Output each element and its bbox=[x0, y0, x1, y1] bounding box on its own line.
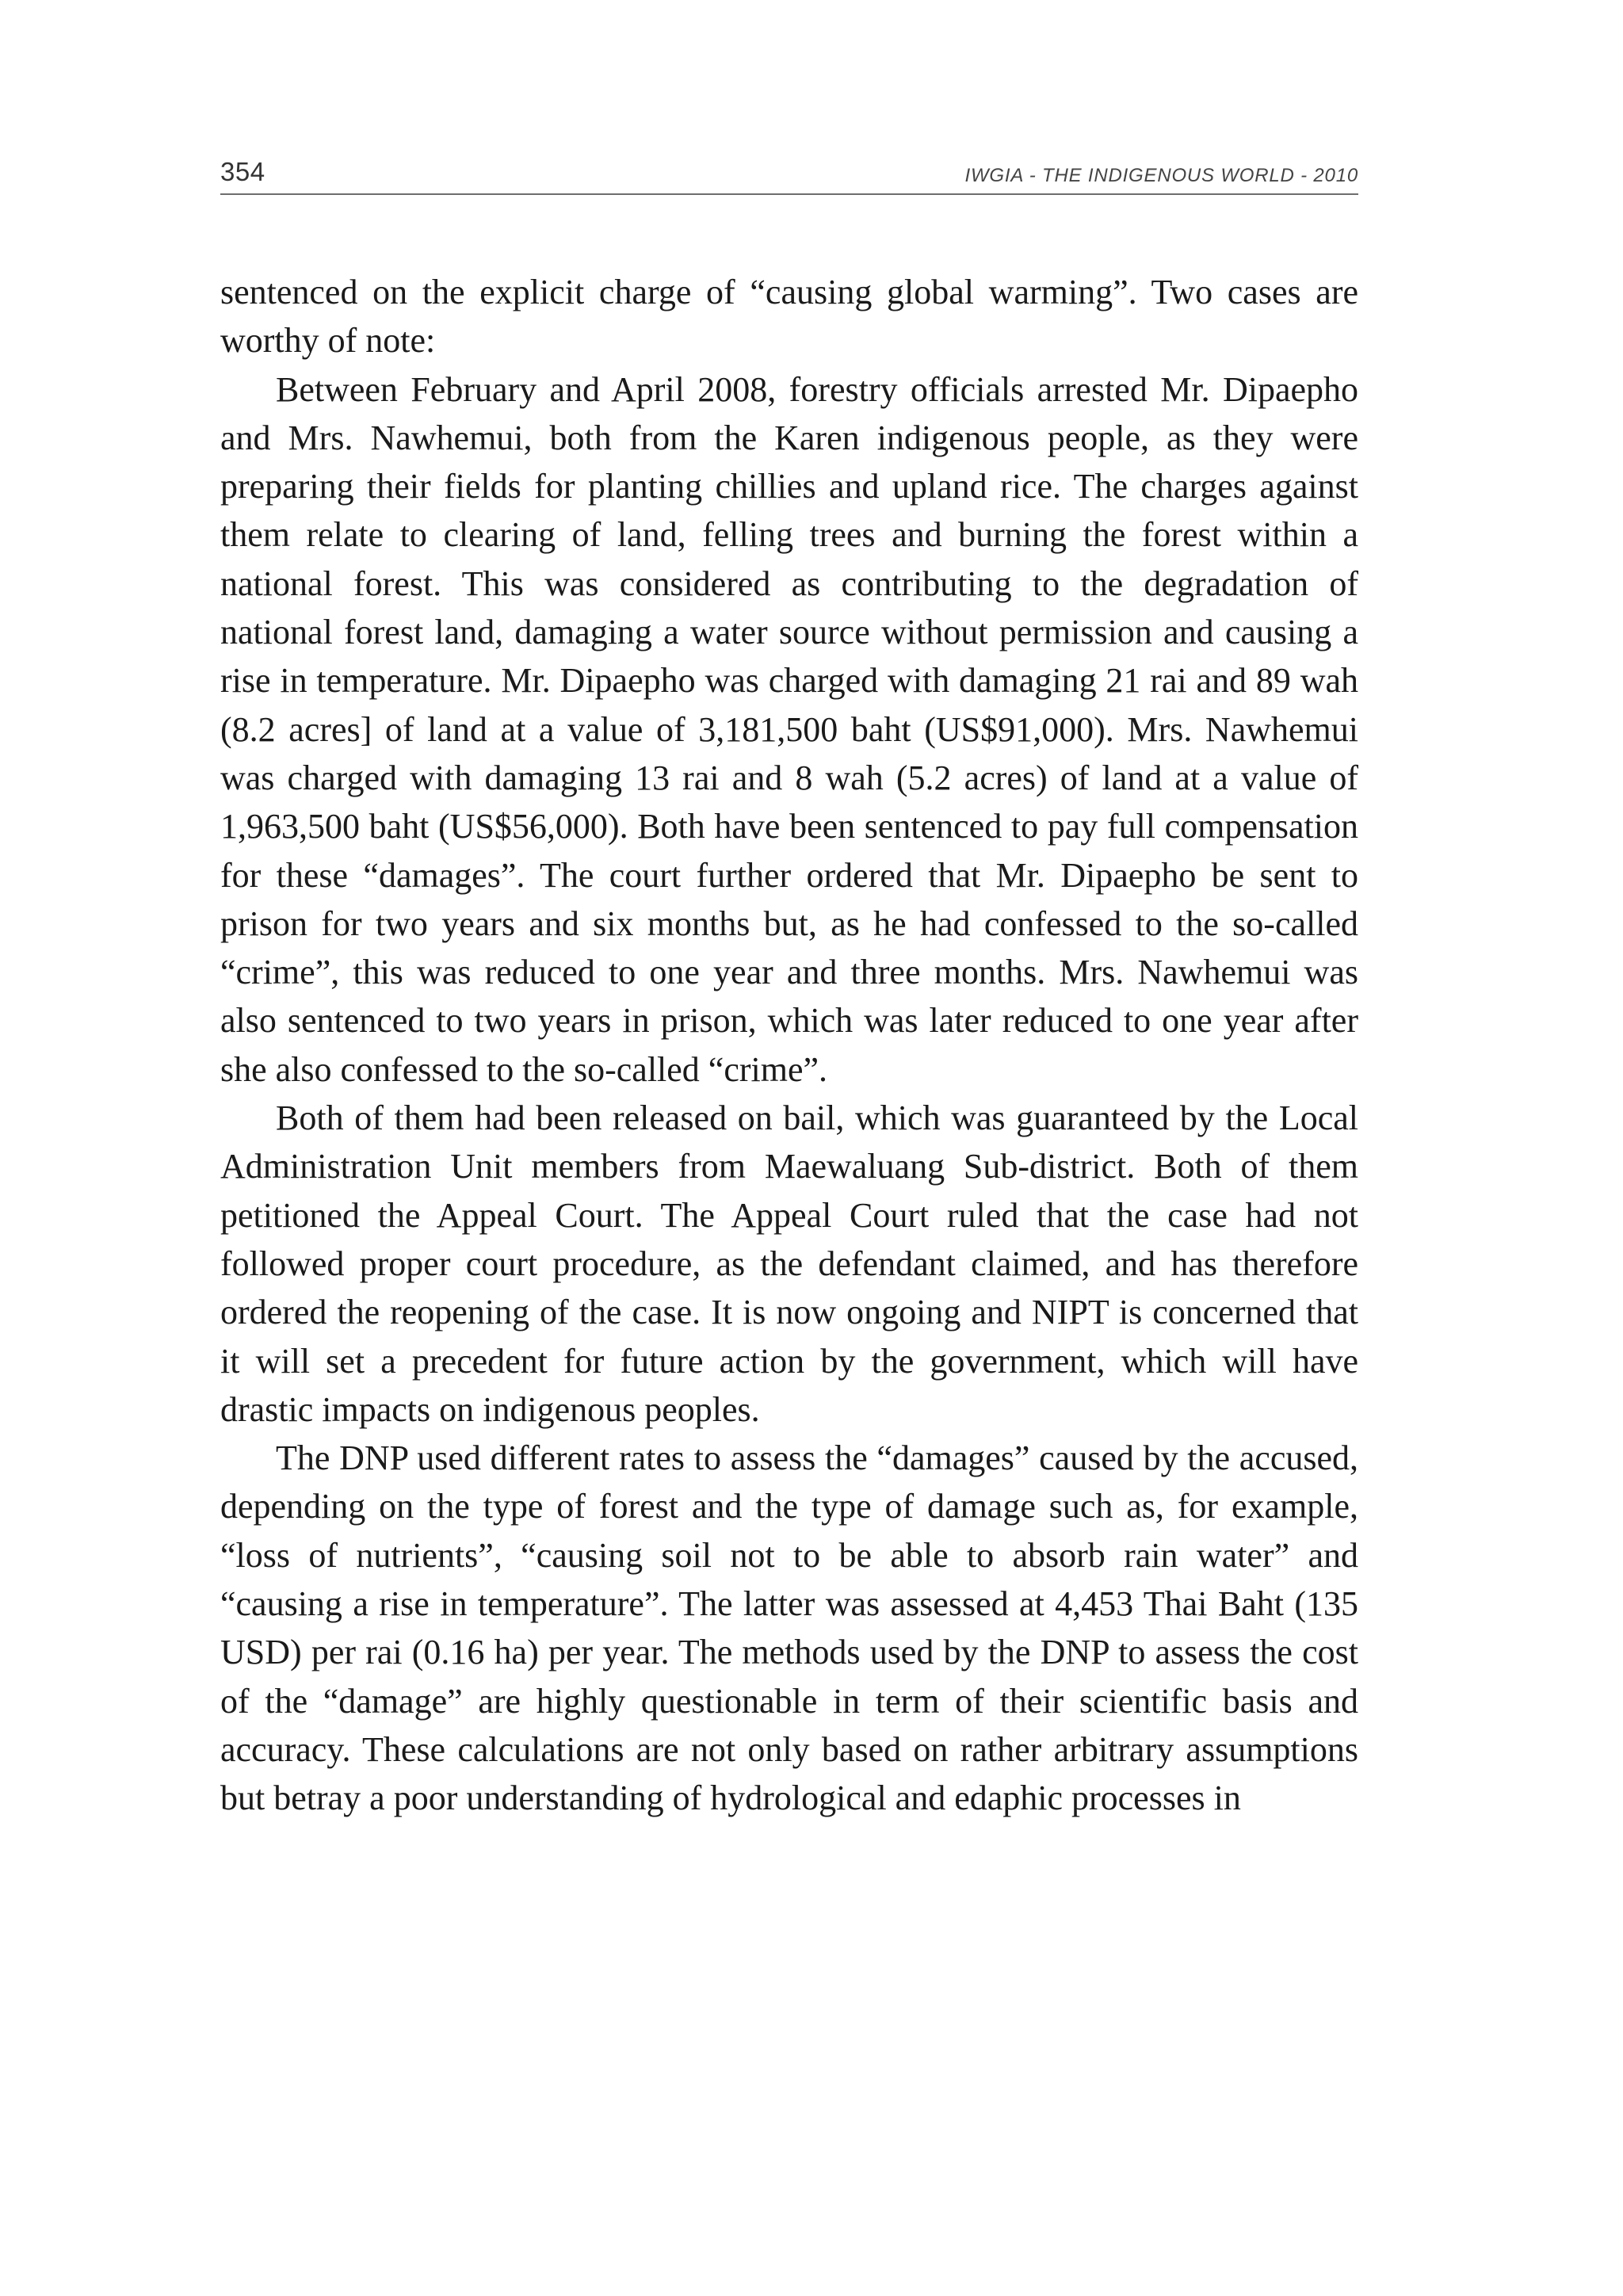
page-header bbox=[220, 155, 1358, 195]
paragraph-dnp-rates: The DNP used different rates to assess the “damages” caused by the accused, depending on the type of forest and the type of damage such as, for example, “loss of nutrients”, “causing soil not to be able to absorb rain water” and “causing a rise in temperature”. The latter was assessed at 4,453 Thai Baht (135 USD) per rai (0.16 ha) per year. The methods used by the DNP to assess the cost of the “damage” are highly questionable in term of their scientific basis and accuracy. These calculations are not only based on rather arbitrary assumptions but betray a poor understanding of hydrological and edaphic processes in bbox=[220, 1438, 1358, 1818]
paragraph-appeal: Both of them had been released on bail, which was guaranteed by the Local Administration Unit members from Maewaluang Sub-district. Both of them petitioned the Appeal Court. The Appeal Court ruled that the case had not followed proper court procedure, as the defendant claimed, and has therefore ordered the reopening of the case. It is now ongoing and NIPT is concerned that it will set a precedent for future action by the government, which will have drastic impacts on indigenous peoples. bbox=[220, 1098, 1358, 1429]
paragraph-continuation: sentenced on the explicit charge of “causing global warming”. Two cases are worthy of note: bbox=[220, 273, 1358, 361]
page-number: 354 bbox=[220, 157, 265, 186]
body-text bbox=[220, 268, 1358, 1823]
paragraph-arrests: Between February and April 2008, forestry officials arrested Mr. Dipaepho and Mrs. Nawhemui, both from the Karen indigenous people, as they were preparing their fields for planting chillies and upland rice. The charges against them relate to clearing of land, felling trees and burning the forest within a national forest. This was considered as contributing to the degradation of national forest land, damaging a water source without permission and causing a rise in temperature. Mr. Dipaepho was charged with damaging 21 rai and 89 wah (8.2 acres] of land at a value of 3,181,500 baht (US$91,000). Mrs. Nawhemui was charged with damaging 13 rai and 8 wah (5.2 acres) of land at a value of 1,963,500 baht (US$56,000). Both have been sentenced to pay full compensation for these “damages”. The court further ordered that Mr. Dipaepho be sent to prison for two years and six months but, as he had confessed to the so-called “crime”, this was reduced to one year and three months. Mrs. Nawhemui was also sentenced to two years in prison, which was later reduced to one year after she also confessed to the so-called “crime”. bbox=[220, 369, 1358, 1089]
running-title: IWGIA - THE INDIGENOUS WORLD - 2010 bbox=[964, 165, 1358, 186]
